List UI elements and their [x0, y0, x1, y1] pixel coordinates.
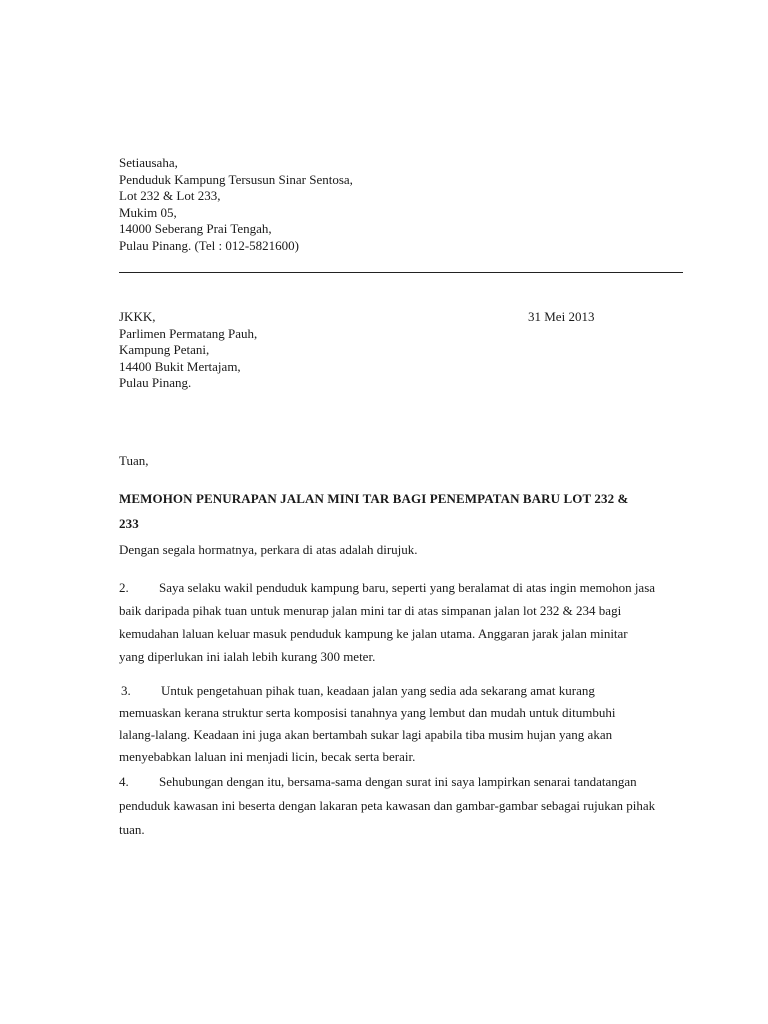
paragraph-4 [119, 770, 689, 842]
paragraph-number: 4. [119, 774, 129, 789]
recipient-line: 14400 Bukit Mertajam, [119, 358, 241, 374]
paragraph-line: yang diperlukan ini ialah lebih kurang 300 meter. [119, 649, 376, 664]
header-divider [119, 272, 683, 273]
recipient-address [119, 309, 257, 392]
paragraph-number: 2. [119, 580, 129, 595]
paragraph-line: Untuk pengetahuan pihak tuan, keadaan jalan yang sedia ada sekarang amat kurang [161, 683, 595, 698]
subject-line: 233 [119, 516, 139, 531]
salutation: Tuan, [119, 453, 149, 468]
recipient-line: Pulau Pinang. [119, 375, 192, 390]
paragraph-line: baik daripada pihak tuan untuk menurap jalan mini tar di atas simpanan jalan lot 232 & 234 bagi [119, 603, 622, 618]
paragraph-line: memuaskan kerana struktur serta komposisi tanahnya yang lembut dan mudah untuk ditumbuhi [119, 705, 616, 720]
sender-line: Pulau Pinang. (Tel : 012-5821600) [119, 237, 299, 253]
subject-heading [119, 486, 679, 536]
recipient-line: JKKK, [119, 309, 156, 324]
paragraph-line: menyebabkan laluan ini menjadi licin, becak serta berair. [119, 749, 416, 764]
sender-line: 14000 Seberang Prai Tengah, [119, 221, 272, 236]
recipient-line: Parlimen Permatang Pauh, [119, 325, 258, 341]
intro-paragraph: Dengan segala hormatnya, perkara di atas adalah dirujuk. [119, 542, 418, 557]
sender-line: Setiausaha, [119, 155, 178, 170]
sender-address [119, 155, 353, 254]
paragraph-line: kemudahan laluan keluar masuk penduduk kampung ke jalan utama. Anggaran jarak jalan minitar [119, 626, 628, 641]
sender-line: Lot 232 & Lot 233, [119, 188, 221, 203]
paragraph-line: Saya selaku wakil penduduk kampung baru, seperti yang beralamat di atas ingin memohon jasa [159, 580, 656, 595]
paragraph-number: 3. [121, 683, 131, 698]
paragraph-line: tuan. [119, 822, 145, 837]
sender-line: Mukim 05, [119, 204, 177, 220]
subject-line: MEMOHON PENURAPAN JALAN MINI TAR BAGI PENEMPATAN BARU LOT 232 & [119, 491, 629, 506]
recipient-line: Kampung Petani, [119, 342, 210, 357]
letter-date: 31 Mei 2013 [528, 309, 595, 324]
paragraph-line: penduduk kawasan ini beserta dengan lakaran peta kawasan dan gambar-gambar sebagai rujukan pihak [119, 798, 656, 813]
paragraph-line: Sehubungan dengan itu, bersama-sama dengan surat ini saya lampirkan senarai tandatangan [159, 774, 637, 789]
paragraph-line: lalang-lalang. Keadaan ini juga akan bertambah sukar lagi apabila tiba musim hujan yang akan [119, 727, 613, 742]
sender-line: Penduduk Kampung Tersusun Sinar Sentosa, [119, 171, 353, 187]
paragraph-2 [119, 576, 689, 668]
paragraph-3 [119, 680, 689, 768]
